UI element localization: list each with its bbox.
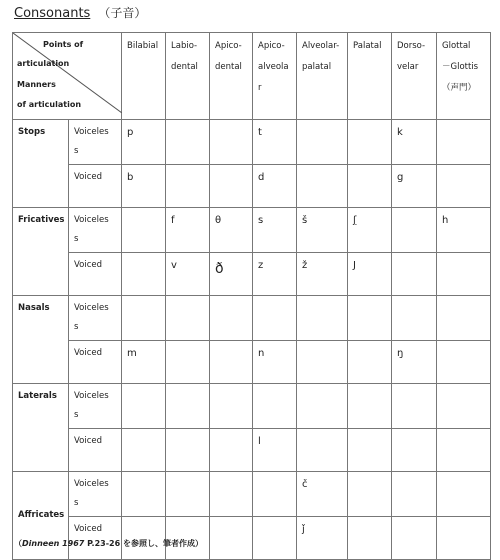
symbol-cell [297, 429, 348, 472]
symbol-cell [122, 296, 166, 341]
symbol-cell [210, 517, 253, 560]
footnote-rest: P.23-26 を参照し、筆者作成） [84, 539, 203, 548]
symbol-cell [297, 517, 348, 560]
symbol-cell [297, 253, 348, 296]
symbol-cell [437, 253, 491, 296]
title-japanese: （子音） [98, 6, 147, 20]
symbol-cell [348, 208, 392, 253]
symbol-cell [253, 296, 297, 341]
symbol-cell [210, 253, 253, 296]
column-header: Alveolar- palatal [297, 33, 348, 120]
symbol-cell [392, 472, 437, 517]
symbol-cell [122, 120, 166, 165]
symbol-cell [166, 429, 210, 472]
symbol-cell [437, 472, 491, 517]
phonetic-symbol: ž [302, 260, 308, 271]
header-row [13, 33, 491, 120]
symbol-cell [437, 384, 491, 429]
symbol-cell [348, 253, 392, 296]
symbol-cell [122, 341, 166, 384]
symbol-cell [253, 384, 297, 429]
corner-left1: Manners [17, 80, 56, 89]
symbol-cell [166, 296, 210, 341]
manner-label: Stops [13, 120, 69, 208]
symbol-cell [253, 472, 297, 517]
symbol-cell [297, 165, 348, 208]
phonetic-symbol: h [442, 215, 449, 226]
manner-label: Affricates [13, 472, 69, 560]
symbol-cell [348, 517, 392, 560]
table-row [13, 165, 491, 208]
column-header: Dorso- velar [392, 33, 437, 120]
column-header: Apico- alveola r [253, 33, 297, 120]
symbol-cell [253, 429, 297, 472]
symbol-cell [437, 165, 491, 208]
symbol-cell [297, 120, 348, 165]
symbol-cell [122, 165, 166, 208]
voiced-label: Voiced [69, 341, 122, 384]
symbol-cell [392, 429, 437, 472]
phonetic-symbol: l [258, 436, 261, 447]
table-row [13, 341, 491, 384]
symbol-cell [297, 384, 348, 429]
symbol-cell [348, 384, 392, 429]
phonetic-symbol: g [397, 172, 404, 183]
voiceless-label: Voiceles s [69, 296, 122, 341]
symbol-cell [210, 296, 253, 341]
phonetic-symbol: ǰ [302, 524, 305, 535]
manner-label: Nasals [13, 296, 69, 384]
phonetic-symbol: v [171, 260, 177, 271]
table-row [13, 208, 491, 253]
symbol-cell [210, 165, 253, 208]
symbol-cell [166, 472, 210, 517]
column-header: Palatal [348, 33, 392, 120]
voiceless-label: Voiceles s [69, 120, 122, 165]
symbol-cell [392, 165, 437, 208]
symbol-cell [392, 208, 437, 253]
symbol-cell [437, 208, 491, 253]
symbol-cell [253, 341, 297, 384]
symbol-cell [122, 384, 166, 429]
symbol-cell [253, 208, 297, 253]
phonetic-symbol: J [353, 260, 356, 271]
symbol-cell [122, 208, 166, 253]
symbol-cell [210, 341, 253, 384]
voiced-label: Voiced [69, 165, 122, 208]
symbol-cell [210, 472, 253, 517]
symbol-cell [210, 429, 253, 472]
symbol-cell [348, 120, 392, 165]
corner-top: Points of [43, 40, 84, 49]
symbol-cell [348, 341, 392, 384]
symbol-cell [253, 120, 297, 165]
voiceless-label: Voiceles s [69, 472, 122, 517]
symbol-cell [210, 384, 253, 429]
symbol-cell [253, 517, 297, 560]
symbol-cell [166, 165, 210, 208]
symbol-cell [392, 296, 437, 341]
manner-label: Laterals [13, 384, 69, 472]
symbol-cell [392, 341, 437, 384]
voiceless-label: Voiceles s [69, 208, 122, 253]
phonetic-symbol: m [127, 348, 137, 359]
column-header: Apico- dental [210, 33, 253, 120]
symbol-cell [253, 165, 297, 208]
manner-label: Fricatives [13, 208, 69, 296]
voiced-label: Voiced [69, 517, 122, 560]
symbol-cell [348, 472, 392, 517]
corner-left2: of articulation [17, 100, 82, 109]
table-row [13, 296, 491, 341]
symbol-cell [166, 341, 210, 384]
symbol-cell [122, 253, 166, 296]
symbol-cell [297, 296, 348, 341]
table-row [13, 429, 491, 472]
symbol-cell [392, 120, 437, 165]
symbol-cell [348, 165, 392, 208]
symbol-cell [437, 341, 491, 384]
symbol-cell [437, 429, 491, 472]
phonetic-symbol: z [258, 260, 264, 271]
phonetic-symbol: ð [215, 261, 224, 277]
symbol-cell [297, 341, 348, 384]
symbol-cell [392, 253, 437, 296]
voiced-label: Voiced [69, 429, 122, 472]
symbol-cell [166, 253, 210, 296]
column-header: Bilabial [122, 33, 166, 120]
symbol-cell [122, 472, 166, 517]
phonetic-symbol: f [171, 215, 175, 226]
voiced-label: Voiced [69, 253, 122, 296]
column-header: Glottal －Glottis （声門） [437, 33, 491, 120]
symbol-cell [392, 384, 437, 429]
symbol-cell [392, 517, 437, 560]
phonetic-symbol: n [258, 348, 265, 359]
phonetic-symbol: p [127, 127, 134, 138]
phonetic-symbol: ʃ [353, 215, 357, 226]
symbol-cell [166, 120, 210, 165]
page-title [14, 4, 146, 21]
voiceless-label: Voiceles s [69, 384, 122, 429]
table-row [13, 472, 491, 517]
table-row [13, 384, 491, 429]
corner-cell [13, 33, 122, 120]
phonetic-symbol: s [258, 215, 264, 226]
footnote-open: （ [14, 539, 22, 548]
symbol-cell [253, 253, 297, 296]
column-header: Labio- dental [166, 33, 210, 120]
symbol-cell [437, 296, 491, 341]
phonetic-symbol: θ [215, 215, 222, 226]
footnote-ref: Dinneen 1967 [22, 539, 85, 548]
phonetic-symbol: č [302, 479, 308, 490]
symbol-cell [210, 208, 253, 253]
phonetic-symbol: b [127, 172, 134, 183]
table-row [13, 253, 491, 296]
phonetic-symbol: k [397, 127, 403, 138]
symbol-cell [297, 208, 348, 253]
symbol-cell [166, 208, 210, 253]
phonetic-symbol: š [302, 215, 308, 226]
symbol-cell [437, 120, 491, 165]
symbol-cell [166, 384, 210, 429]
phonetic-symbol: t [258, 127, 262, 138]
phonetic-symbol: d [258, 172, 265, 183]
symbol-cell [210, 120, 253, 165]
corner-mid: articulation [17, 59, 70, 68]
symbol-cell [348, 429, 392, 472]
symbol-cell [297, 472, 348, 517]
consonant-table [12, 32, 491, 560]
symbol-cell [122, 429, 166, 472]
table-row [13, 120, 491, 165]
footnote [14, 538, 203, 549]
symbol-cell [348, 296, 392, 341]
symbol-cell [437, 517, 491, 560]
title-english: Consonants [14, 6, 91, 21]
phonetic-symbol: ŋ [397, 348, 404, 359]
